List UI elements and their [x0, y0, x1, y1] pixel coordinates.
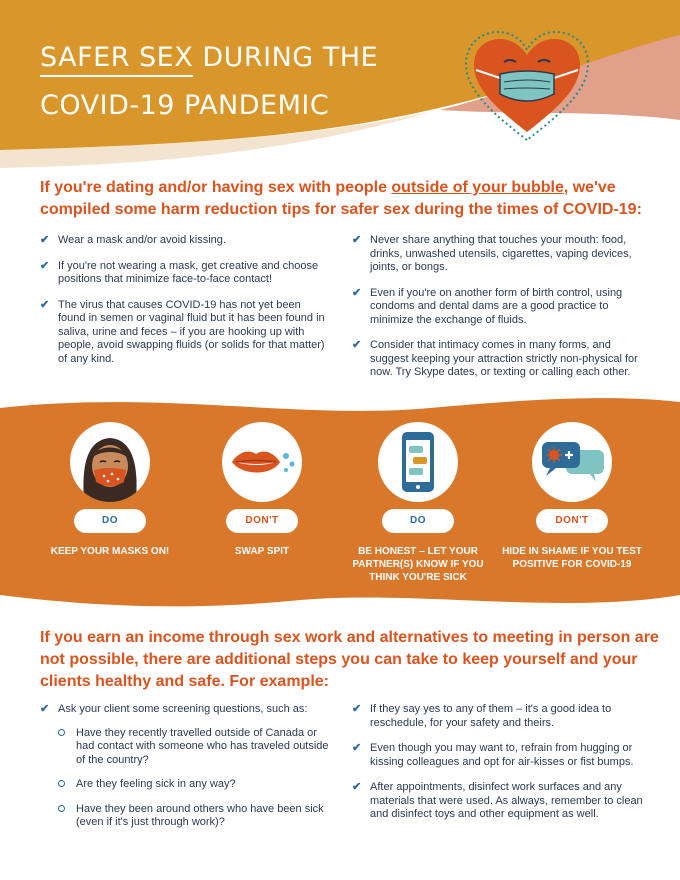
tip-text: Never share anything that touches your mouth: food, drinks, unwashed utensils, cigarettes, vaping devices, joints, or bongs. — [370, 234, 632, 273]
spitting-lips-icon — [222, 422, 302, 502]
question-text: Have they been around others who have been sick (even if it's just through work)? — [76, 802, 324, 828]
tip-text: Even though you may want to, refrain from hugging or kissing colleagues and opt for air-kisses or fist bumps. — [370, 742, 634, 768]
check-icon: ✔ — [352, 742, 362, 754]
list-item — [40, 703, 330, 830]
title-line1-rest: DURING THE — [193, 42, 379, 73]
tip-text: After appointments, disinfect work surfaces and any materials that were used. As always, remember to clean and disinfect toys and other equipment as well. — [370, 781, 643, 820]
sex-work-list-right — [352, 703, 647, 834]
list-item — [352, 287, 642, 328]
smartphone-icon — [378, 422, 458, 502]
title-line2: COVID-19 PANDEMIC — [40, 90, 330, 121]
tips-list-right — [352, 234, 642, 392]
list-item — [352, 781, 647, 822]
tip-text: The virus that causes COVID-19 has not yet been found in semen or vaginal fluid but it has been found in saliva, urine and feces – if you are hooking up with people, avoid swapping fluids (or solids for that matter) of any kind. — [58, 298, 325, 365]
dont-badge: DON'T — [226, 509, 298, 533]
tip-text: If you're not wearing a mask, get creative and choose positions that minimize face-to-face contact! — [58, 259, 319, 285]
check-icon: ✔ — [352, 781, 362, 793]
list-item — [40, 234, 325, 248]
circle-bullet-icon — [58, 805, 65, 812]
check-icon: ✔ — [40, 259, 50, 272]
intro-underlined: outside of your bubble — [391, 179, 564, 196]
tip-text: Even if you're on another form of birth control, using condoms and dental dams are a good practice to minimize the exchange of fluids. — [370, 286, 623, 326]
intro-before: If you're dating and/or having sex with people — [40, 179, 392, 196]
list-item — [58, 727, 330, 768]
check-icon: ✔ — [40, 234, 50, 246]
intro-after: , we've compiled some harm reduction tips for safer sex during the times of COVID-19: — [40, 179, 642, 218]
sex-work-heading: If you earn an income through sex work and alternatives to meeting in person are not possible, there are additional steps you can take to keep yourself and your clients healthy and safe. For example: — [40, 629, 659, 690]
list-item — [352, 339, 642, 380]
question-text: Are they feeling sick in any way? — [76, 778, 236, 790]
check-icon: ✔ — [352, 703, 362, 715]
circle-bullet-icon — [58, 729, 65, 736]
list-item — [352, 703, 647, 730]
tip-text: Ask your client some screening questions, such as: — [58, 703, 308, 715]
check-icon: ✔ — [352, 339, 362, 351]
masked-woman-icon — [70, 422, 150, 502]
dont-badge: DON'T — [536, 509, 608, 533]
sex-work-list-left — [40, 703, 330, 842]
check-icon: ✔ — [40, 298, 50, 311]
title-line1-underlined: SAFER SEX — [40, 42, 193, 77]
list-item — [40, 260, 325, 287]
circle-bullet-icon — [58, 780, 65, 787]
chat-bubbles-virus-icon — [532, 422, 612, 502]
do-caption: BE HONEST – LET YOUR PARTNER(S) KNOW IF YOU THINK YOU'RE SICK — [352, 546, 484, 583]
check-icon: ✔ — [352, 234, 362, 246]
question-text: Have they recently travelled outside of Canada or had contact with someone who has traveled outside of the country? — [76, 726, 329, 766]
dont-caption: HIDE IN SHAME IF YOU TEST POSITIVE FOR COVID-19 — [502, 546, 642, 570]
do-badge: DO — [74, 509, 146, 533]
list-item — [40, 299, 325, 367]
tips-list-left — [40, 234, 325, 378]
heart-with-mask-icon — [462, 28, 592, 148]
list-item — [352, 742, 647, 769]
check-icon: ✔ — [40, 703, 50, 715]
header-banner — [0, 0, 680, 175]
check-icon: ✔ — [352, 286, 362, 299]
list-item — [352, 234, 642, 275]
intro-heading — [40, 177, 660, 221]
list-item — [58, 778, 330, 792]
tip-text: Consider that intimacy comes in many forms, and suggest keeping your attraction strictly non-physical for now. Try Skype dates, or texting or calling each other. — [370, 339, 638, 378]
dont-caption: SWAP SPIT — [234, 546, 290, 557]
tip-text: If they say yes to any of them – it's a good idea to reschedule, for your safety and theirs. — [370, 703, 612, 729]
list-item — [58, 803, 330, 830]
page-title — [40, 34, 378, 130]
do-badge: DO — [382, 509, 454, 533]
screening-questions-list — [58, 727, 330, 830]
tip-text: Wear a mask and/or avoid kissing. — [58, 234, 226, 246]
do-caption: KEEP YOUR MASKS ON! — [50, 546, 170, 557]
